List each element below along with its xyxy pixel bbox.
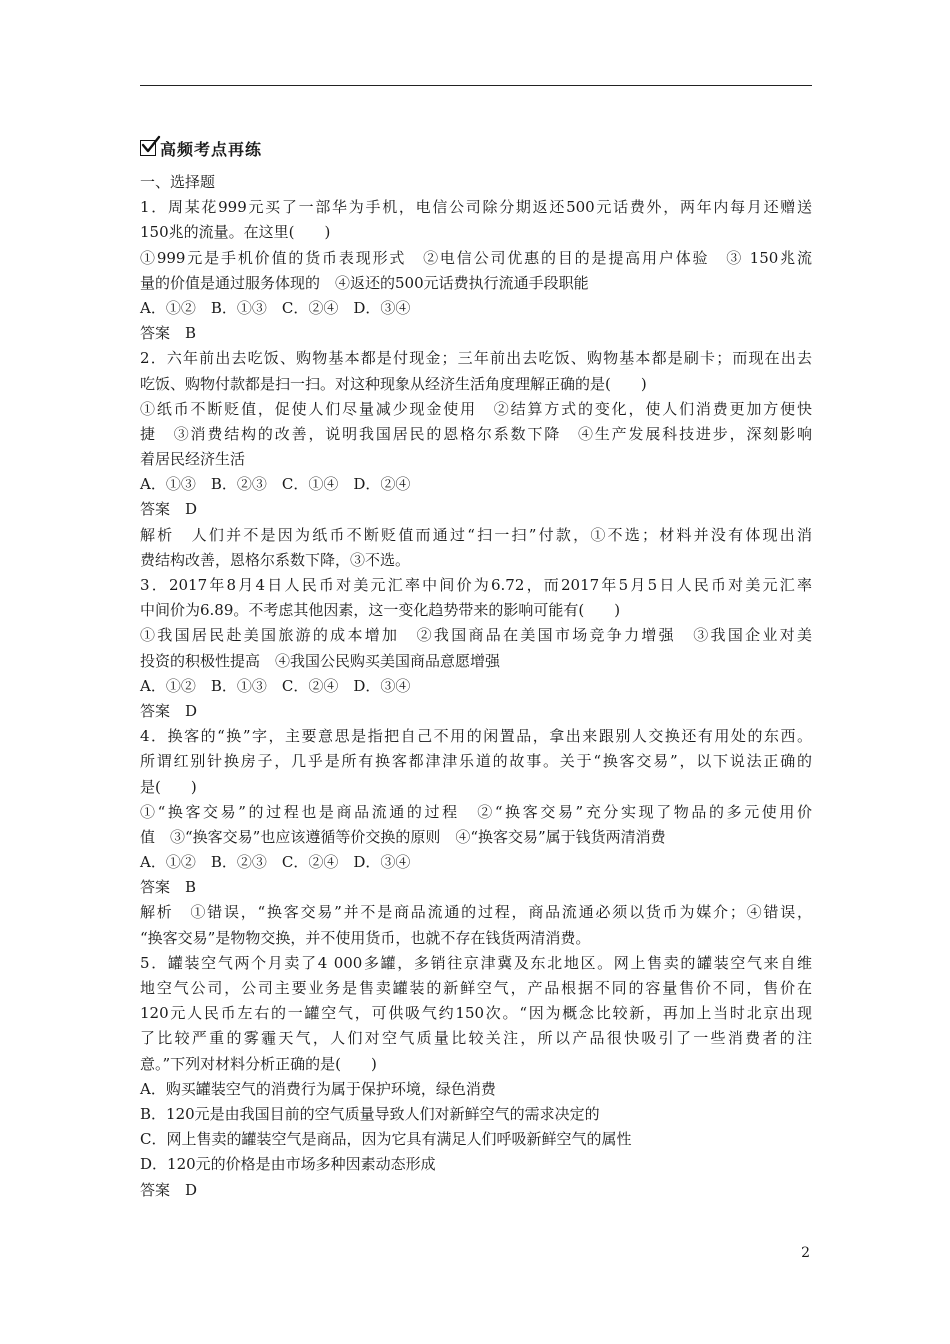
text-line: 1．周某花999元买了一部华为手机，电信公司除分期返还500元话费外，两年内每月还赠送 <box>140 198 812 217</box>
text-line: A．①② B．②③ C．②④ D．③④ <box>140 853 411 872</box>
page-number: 2 <box>801 1245 810 1261</box>
text-line: 投资的积极性提高 ④我国公民购买美国商品意愿增强 <box>140 651 501 670</box>
text-line: A．①③ B．②③ C．①④ D．②④ <box>140 475 411 494</box>
text-line: A．①② B．①③ C．②④ D．③④ <box>140 676 411 695</box>
text-line: A．购买罐装空气的消费行为属于保护环境，绿色消费 <box>140 1079 496 1098</box>
text-line: 5．罐装空气两个月卖了4 000多罐，多销往京津冀及东北地区。网上售卖的罐装空气来自维 <box>140 953 812 972</box>
text-line: 答案 D <box>140 500 198 519</box>
text-line: 答案 B <box>140 878 197 897</box>
header-rule <box>140 85 812 86</box>
text-line: 量的价值是通过服务体现的 ④返还的500元话费执行流通手段职能 <box>140 273 589 292</box>
text-line: 答案 D <box>140 701 198 720</box>
section-title: 高频考点再练 <box>160 139 263 159</box>
text-line: “换客交易”是物物交换，并不使用货币，也就不存在钱货两清消费。 <box>140 928 591 947</box>
text-line: B．120元是由我国目前的空气质量导致人们对新鲜空气的需求决定的 <box>140 1104 600 1123</box>
text-line: ①我国居民赴美国旅游的成本增加 ②我国商品在美国市场竞争力增强 ③我国企业对美 <box>140 626 812 645</box>
text-line: 答案 B <box>140 324 197 343</box>
text-line: ①纸币不断贬值，促使人们尽量减少现金使用 ②结算方式的变化，使人们消费更加方便快 <box>140 399 812 418</box>
text-line: 120元人民币左右的一罐空气，可供吸气约150次。“因为概念比较新，再加上当时北京出现 <box>140 1004 812 1023</box>
checkbox-icon <box>140 140 156 156</box>
text-line: 所谓红别针换房子，几乎是所有换客都津津乐道的故事。关于“换客交易”，以下说法正确的 <box>140 752 812 771</box>
text-line: 一、选择题 <box>140 173 216 191</box>
text-line: 地空气公司，公司主要业务是售卖罐装的新鲜空气，产品根据不同的容量售价不同，售价在 <box>140 979 812 997</box>
text-line: 答案 D <box>140 1180 198 1199</box>
text-line: 吃饭、购物付款都是扫一扫。对这种现象从经济生活角度理解正确的是( ) <box>140 374 647 393</box>
text-line: 中间价为6.89。不考虑其他因素，这一变化趋势带来的影响可能有( ) <box>140 601 621 620</box>
text-line: 解析 人们并不是因为纸币不断贬值而通过“扫一扫”付款，①不选；材料并没有体现出消 <box>140 525 812 544</box>
question-content <box>140 170 812 1203</box>
text-line: 3．2017年8月4日人民币对美元汇率中间价为6.72，而2017年5月5日人民币对美元汇率 <box>140 576 812 594</box>
text-line: 捷 ③消费结构的改善，说明我国居民的恩格尔系数下降 ④生产发展科技进步，深刻影响 <box>140 424 812 443</box>
text-line: C．网上售卖的罐装空气是商品，因为它具有满足人们呼吸新鲜空气的属性 <box>140 1130 632 1149</box>
text-line: 150兆的流量。在这里( ) <box>140 223 331 242</box>
text-line: D．120元的价格是由市场多种因素动态形成 <box>140 1155 436 1174</box>
text-line: 着居民经济生活 <box>140 450 246 469</box>
text-line: ①“换客交易”的过程也是商品流通的过程 ②“换客交易”充分实现了物品的多元使用价 <box>140 802 812 821</box>
text-line: ①999元是手机价值的货币表现形式 ②电信公司优惠的目的是提高用户体验 ③ 150兆流 <box>140 248 812 267</box>
text-line: 2．六年前出去吃饭、购物基本都是付现金；三年前出去吃饭、购物基本都是刷卡；而现在出去 <box>140 349 812 368</box>
text-line: 值 ③“换客交易”也应该遵循等价交换的原则 ④“换客交易”属于钱货两清消费 <box>140 827 666 846</box>
text-line: 是( ) <box>140 777 197 796</box>
text-line: 意。”下列对材料分析正确的是( ) <box>140 1054 377 1073</box>
text-line: 了比较严重的雾霾天气，人们对空气质量比较关注，所以产品很快吸引了一些消费者的注 <box>140 1029 812 1048</box>
text-line: A．①② B．①③ C．②④ D．③④ <box>140 298 411 317</box>
text-line: 4．换客的“换”字，主要意思是指把自己不用的闲置品，拿出来跟别人交换还有用处的东西。 <box>140 727 812 746</box>
text-line: 费结构改善，恩格尔系数下降，③不选。 <box>140 550 411 569</box>
section-header <box>140 136 262 160</box>
text-line: 解析 ①错误，“换客交易”并不是商品流通的过程，商品流通必须以货币为媒介；④错误， <box>140 903 812 922</box>
